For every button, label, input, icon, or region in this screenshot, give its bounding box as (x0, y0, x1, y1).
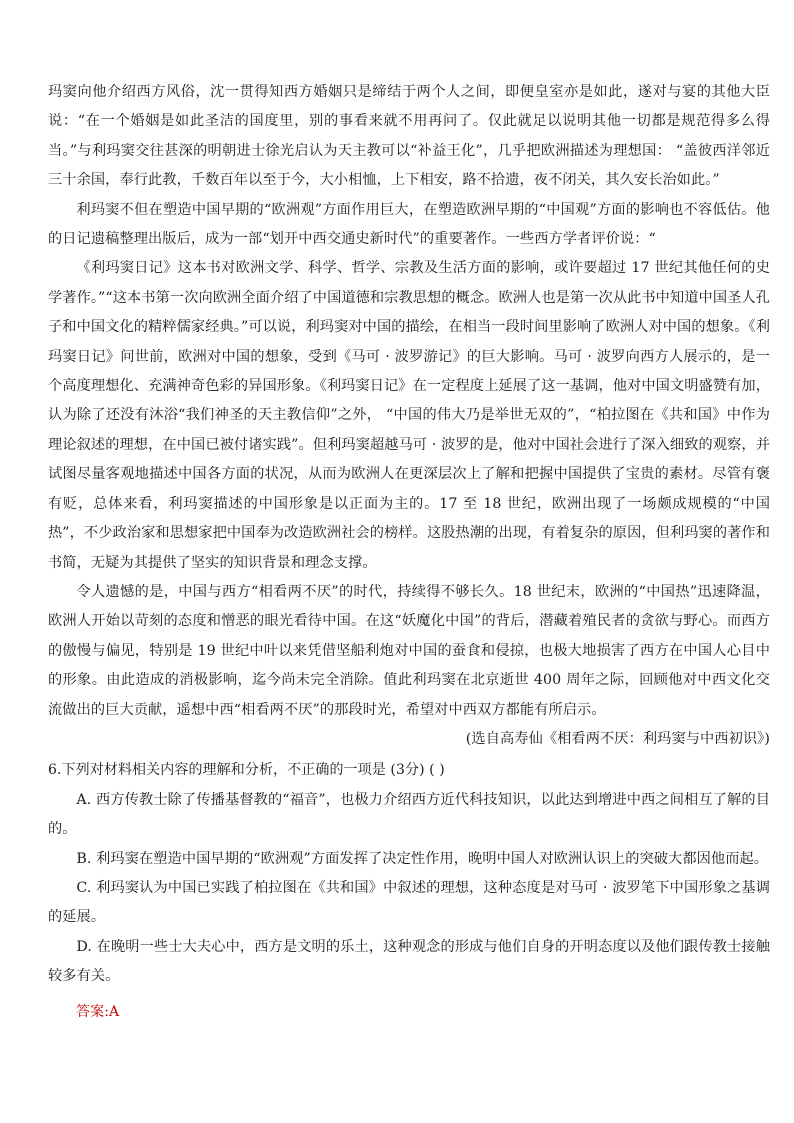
option-c: C. 利玛窦认为中国已实践了柏拉图在《共和国》中叙述的理想，这种态度是对马可 · 波罗笔下中国形象之基调的延展。 (48, 879, 770, 926)
answer-text: 答案:A (76, 1003, 120, 1020)
paragraph-2: 利玛窦不但在塑造中国早期的“欧洲观”方面作用巨大，在塑造欧洲早期的“中国观”方面的影响也不容低估。他的日记遗稿整理出版后，成为一部“划开中西交通史新时代”的重要著作。一些西方学者评价说：“ (48, 201, 770, 248)
paragraph-4: 令人遗憾的是，中国与西方“相看两不厌”的时代，持续得不够长久。18 世纪末，欧洲的“中国热”迅速降温，欧洲人开始以苛刻的态度和憎恶的眼光看待中国。在这“妖魔化中国”的背后，潜藏着殖民者的贪欲与野心。而西方的傲慢与偏见，特别是 19 世纪中叶以来凭借坚船利炮对中国的蚕食和侵掠，也极大地损害了西方在中国人心目中的形象。由此造成的消极影响，迄今尚未完全消除。值此利玛窦在北京逝世 400 周年之际，回顾他对中西文化交流做出的巨大贡献，遥想中西“相看两不厌”的那段时光，希望对中西双方都能有所启示。 (48, 583, 770, 718)
paragraph-3: 《利玛窦日记》这本书对欧洲文学、科学、哲学、宗教及生活方面的影响，或许要超过 17 世纪其他任何的史学著作。”“这本书第一次向欧洲全面介绍了中国道德和宗教思想的概念。欧洲人也是第一次从此书中知道中国圣人孔子和中国文化的精粹儒家经典。”可以说，利玛窦对中国的描绘，在相当一段时间里影响了欧洲人对中国的想象。《利玛窦日记》问世前，欧洲对中国的想象，受到《马可 · 波罗游记》的巨大影响。马可 · 波罗向西方人展示的，是一个高度理想化、充满神奇色彩的异国形象。《利玛窦日记》在一定程度上延展了这一基调，他对中国文明盛赞有加，认为除了还没有沐浴“我们神圣的天主教信仰”之外， “中国的伟大乃是举世无双的”，“柏拉图在《共和国》中作为理论叙述的理想，在中国已被付诸实践”。但利玛窦超越马可 · 波罗的是，他对中国社会进行了深入细致的观察，并试图尽量客观地描述中国各方面的状况，从而为欧洲人在更深层次上了解和把握中国提供了宝贵的素材。尽管有褒有贬，总体来看，利玛窦描述的中国形象是以正面为主的。17 至 18 世纪，欧洲出现了一场颇成规模的“中国热”，不少政治家和思想家把中国奉为改造欧洲社会的榜样。这股热潮的出现，有着复杂的原因，但利玛窦的著作和书简，无疑为其提供了坚实的知识背景和理念支撑。 (48, 260, 770, 571)
option-b: B. 利玛窦在塑造中国早期的“欧洲观”方面发挥了决定性作用，晚明中国人对欧洲认识上的突破大都因他而起。 (76, 850, 769, 867)
source-citation: (选自高寿仙《相看两不厌：利玛窦与中西初识》) (465, 730, 770, 747)
paragraph-1: 玛窦向他介绍西方风俗，沈一贯得知西方婚姻只是缔结于两个人之间，即便皇室亦是如此，遂对与宴的其他大臣说：“在一个婚姻是如此圣洁的国度里，别的事看来就不用再问了。仅此就足以说明其他一切都是规范得多么得当。”与利玛窦交往甚深的明朝进士徐光启认为天主教可以“补益王化”，几乎把欧洲描述为理想国： “盖彼西洋邻近三十余国，奉行此教，千数百年以至于今，大小相恤，上下相安，路不拾遗，夜不闭关，其久安长治如此。” (48, 84, 770, 189)
option-a: A. 西方传教士除了传播基督教的“福音”，也极力介绍西方近代科技知识，以此达到增进中西之间相互了解的目的。 (48, 791, 770, 838)
question-6: 6.下列对材料相关内容的理解和分析，不正确的一项是 (3分) ( ) (48, 762, 445, 779)
document-page (48, 78, 770, 1027)
option-d: D. 在晚明一些士大夫心中，西方是文明的乐土，这种观念的形成与他们自身的开明态度以及他们跟传教士接触较多有关。 (48, 938, 770, 985)
